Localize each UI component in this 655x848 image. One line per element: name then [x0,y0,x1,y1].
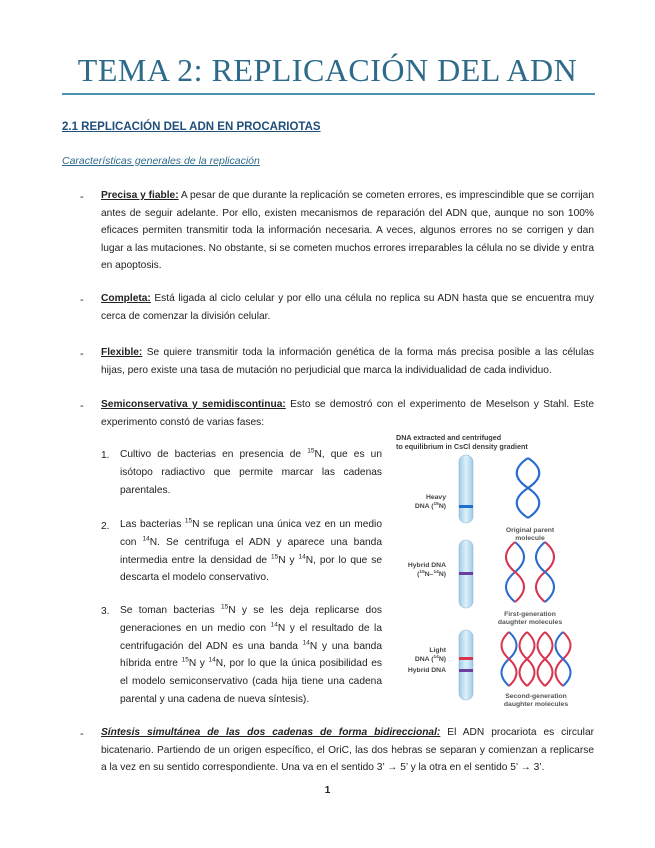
label-light-dna: DNA ($^{14}$N) [414,655,446,663]
meselson-stahl-figure [388,430,598,715]
centrifuge-tube [459,455,473,523]
list-item [101,724,594,777]
list-item [101,396,594,431]
section-heading: 2.1 REPLICACIÓN DEL ADN EN PROCARIOTAS [62,121,321,133]
label-original: Original parent [505,527,555,534]
item-term: Completa: [101,293,151,304]
figure-header: DNA extracted and centrifuged [396,433,502,442]
list-item [101,290,594,325]
item-term: Precisa y fiable: [101,190,179,201]
step-number: 3. [101,606,110,617]
item-text: Se quiere transmitir toda la información genética de la forma más precisa posible a las células hijas, pero existe una tasa de mutación no perjudicial que marca la individualidad de cada individuo. [101,347,594,376]
item-text: Está ligada al ciclo celular y por ello una célula no replica su ADN hasta que se encuentra muy cerca de comenzar la división celular. [101,293,594,322]
parent-dna-helix [517,458,540,518]
page-number: 1 [324,785,331,796]
label-heavy: Heavy [425,494,446,501]
step-number: 1. [101,450,110,461]
bullet-dash: - [80,294,84,306]
label-heavy-dna: DNA ($^{15}$N) [414,502,446,510]
label-original: molecule [515,535,545,542]
label-second-gen: Second-generation [505,693,567,700]
figure-header: to equilibrium in CsCl density gradient [396,442,528,451]
item-term: Síntesis simultánea de las dos cadenas de forma bidireccional: [101,727,441,738]
label-light: Light [429,647,446,654]
bullet-dash: - [80,191,84,203]
list-item [101,187,594,275]
label-hybrid: Hybrid DNA [407,562,446,569]
bullet-dash: - [80,400,84,412]
item-term: Flexible: [101,347,143,358]
list-item [101,344,594,379]
bullet-dash: - [80,348,84,360]
step-number: 2. [101,521,110,532]
item-text: A pesar de que durante la replicación se cometen errores, es imprescindible que se corrijan antes de seguir adelante. Por ello, existen mecanismos de reparación del ADN que, aunque no son 100% eficaces permiten transmitir toda la información necesaria. A veces, algunos errores no se corrigen y dan lugar a las mutaciones. No obstante, si se cometen muchos errores irreparables la célula no se divide y entra en apoptosis. [101,190,594,271]
heavy-band [459,505,473,508]
centrifuge-tube [459,630,473,700]
title-rule [62,93,595,95]
label-first-gen: First-generation [504,611,556,618]
item-text: El ADN procariota es circular bicatenario. Partiendo de un origen específico, el OriC, las dos hebras se separan y comienzan a replicarse a la vez en su sentido correspondiente. Una va en el sentido 3’ → 5’ y la otra en el sentido 5’ → 3’. [101,727,595,773]
item-text: Esto se demostró con el experimento de Meselson y Stahl. Este experimento constó de varias fases: [101,399,594,428]
hybrid-band [459,669,473,672]
label-second-gen: daughter molecules [503,701,569,708]
second-gen-helix [502,632,571,686]
hybrid-band [459,572,473,575]
light-band [459,657,473,660]
step-text: Se toman bacterias $^{15}$N y se les deja replicarse dos generaciones en un medio con $^{14}$N y el resultado de la centrifugación del ADN es una banda $^{14}$N y una banda híbrida entre $^{15}$N y $^{14}$N, por lo que la única posibilidad es el modelo semiconservativo (cada hija tiene una cadena parental y una cadena de nueva síntesis). [120,603,382,705]
first-gen-helix [506,542,554,602]
label-hybrid-dna: Hybrid DNA [407,667,446,674]
page-title: TEMA 2: REPLICACIÓN DEL ADN [77,52,578,88]
step-text: Cultivo de bacterias en presencia de $^{15}$N, que es un isótopo radiactivo que permite marcar las cadenas parentales. [120,447,382,496]
label-hybrid-isotopes: ($^{15}$N–$^{14}$N) [417,570,446,578]
step-text: Las bacterias $^{15}$N se replican una única vez en un medio con $^{14}$N. Se centrifuga el ADN y aparece una banda intermedia entre la densidad de $^{15}$N y $^{14}$N, por lo que se descarta el modelo conservativo. [120,517,382,584]
label-first-gen: daughter molecules [497,619,563,626]
bullet-dash: - [80,728,84,740]
subheading: Características generales de la replicación [62,155,260,167]
item-term: Semiconservativa y semidiscontinua: [101,399,286,410]
